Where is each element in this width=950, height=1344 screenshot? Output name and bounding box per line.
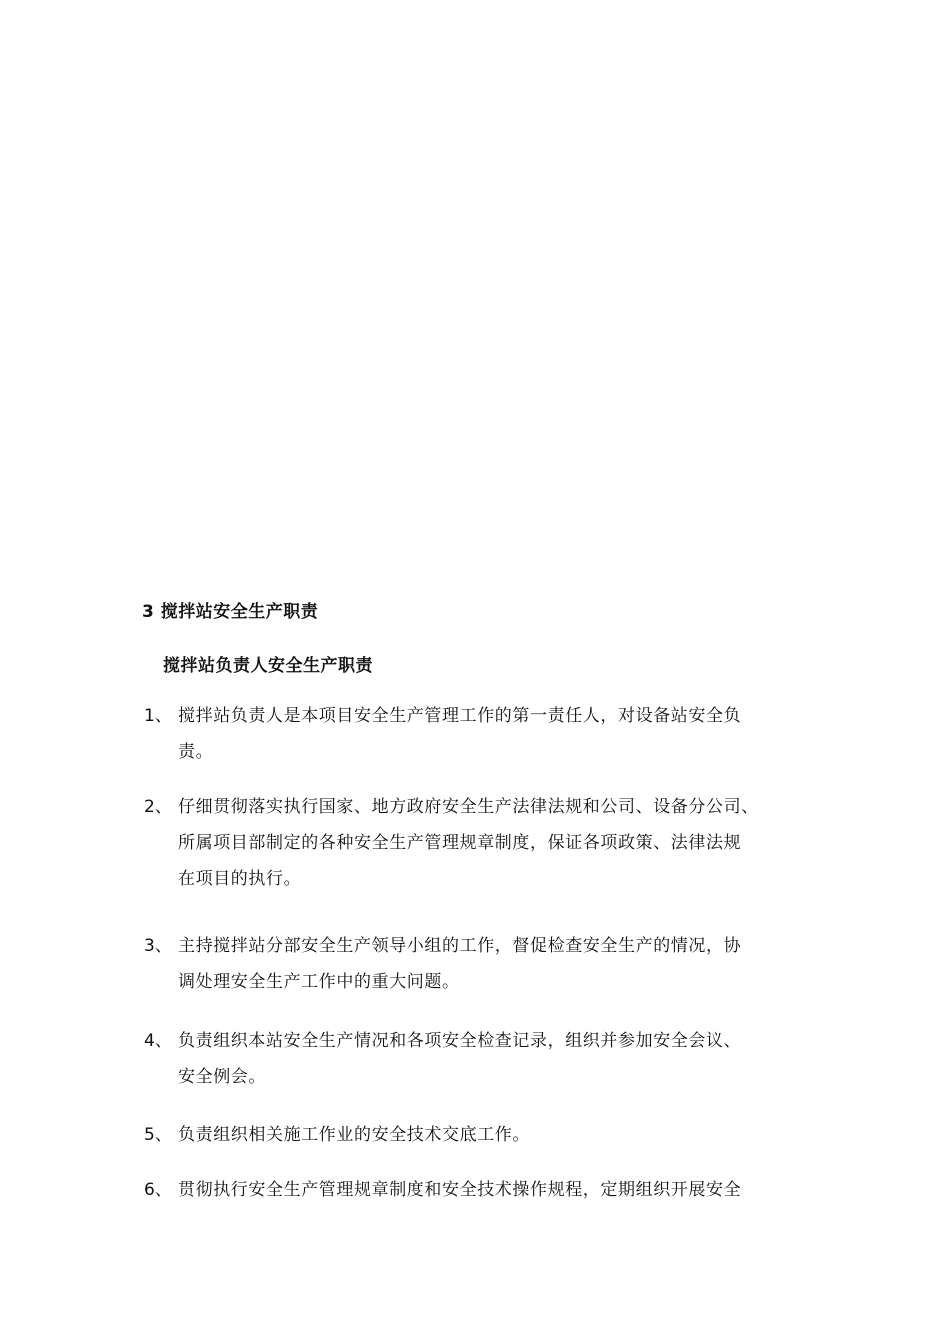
list-item-line: 仔细贯彻落实执行国家、地方政府安全生产法律法规和公司、设备分公司、	[178, 797, 759, 817]
list-item-line: 安全例会。	[178, 1067, 266, 1087]
list-item-number: 3、	[144, 936, 172, 956]
list-item-number: 5、	[144, 1125, 172, 1145]
list-item-number: 6、	[144, 1180, 172, 1200]
list-item-text	[178, 789, 844, 897]
list-item-line: 在项目的执行。	[178, 869, 302, 889]
list-item-number: 1、	[144, 706, 172, 726]
list-item-line: 负责组织相关施工作业的安全技术交底工作。	[178, 1125, 530, 1145]
list-item-line: 责。	[178, 742, 214, 762]
list-item-text	[178, 928, 844, 1000]
list-item-line: 调处理安全生产工作中的重大问题。	[178, 972, 460, 992]
list-item-number: 2、	[144, 797, 172, 817]
list-item-text	[178, 698, 844, 770]
list-item-line: 贯彻执行安全生产管理规章制度和安全技术操作规程，定期组织开展安全	[178, 1180, 742, 1200]
list-item-line: 主持搅拌站分部安全生产领导小组的工作，督促检查安全生产的情况，协	[178, 936, 742, 956]
list-item-text	[178, 1023, 844, 1095]
list-item-line: 负责组织本站安全生产情况和各项安全检查记录，组织并参加安全会议、	[178, 1031, 742, 1051]
list-item-line: 所属项目部制定的各种安全生产管理规章制度，保证各项政策、法律法规	[178, 833, 742, 853]
sub-title: 搅拌站负责人安全生产职责	[163, 656, 373, 676]
list-item-number: 4、	[144, 1031, 172, 1051]
list-item-text	[178, 1117, 844, 1153]
list-item-line: 搅拌站负责人是本项目安全生产管理工作的第一责任人，对设备站安全负	[178, 706, 742, 726]
list-item-text	[178, 1172, 844, 1208]
section-title: 3 搅拌站安全生产职责	[142, 602, 319, 622]
